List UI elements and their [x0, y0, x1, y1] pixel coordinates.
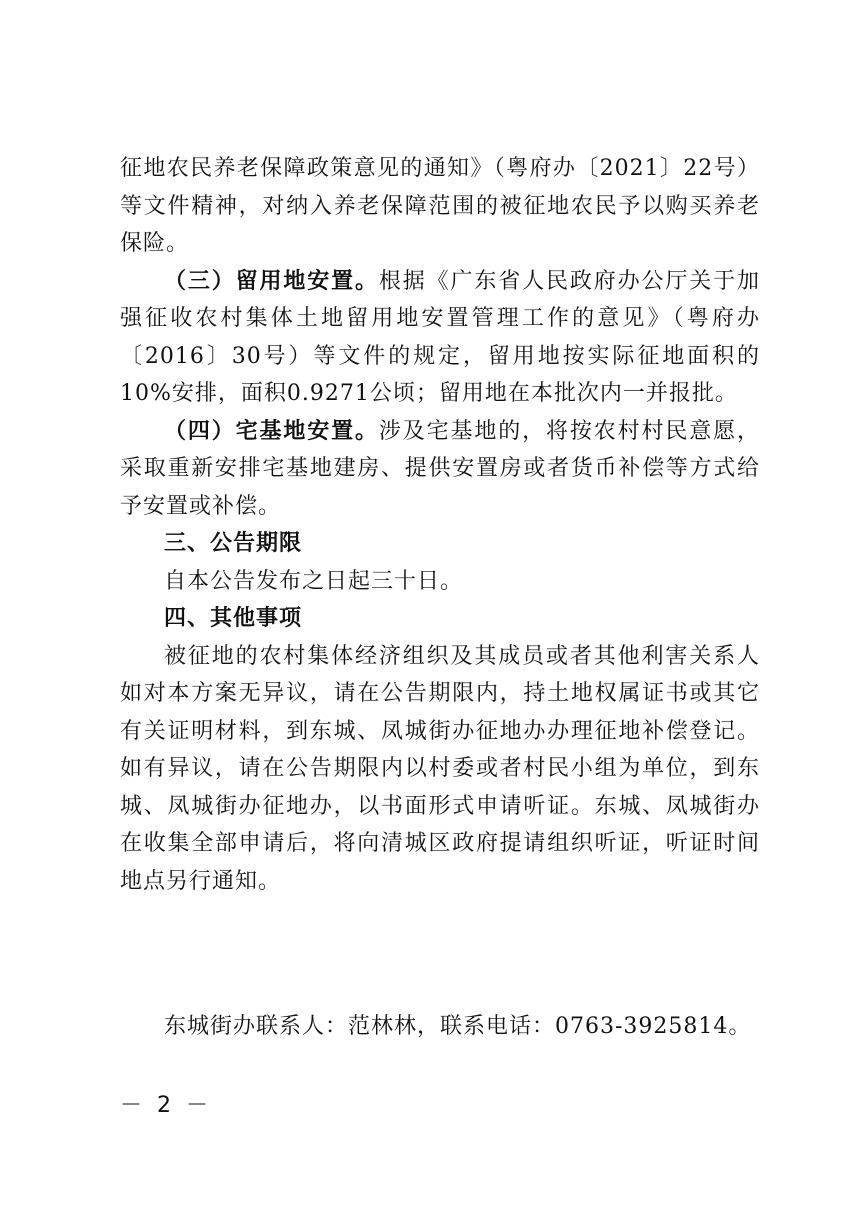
paragraph-reserved-land: [120, 263, 760, 413]
section-heading-notice-period: 三、公告期限: [164, 531, 303, 556]
homestead-text: 涉及宅基地的，将按农村村民意愿，采取重新安排宅基地建房、提供安置房或者货币补偿等方式给予安置或补偿。: [120, 418, 760, 519]
page-number: － 2 －: [120, 1093, 212, 1118]
document-body: [120, 150, 760, 900]
reserved-land-text: 根据《广东省人民政府办公厅关于加强征收农村集体土地留用地安置管理工作的意见》（粤府办〔2016〕30号）等文件的规定，留用地按实际征地面积的10%安排，面积0.9271公顷；留用地在本批次内一并报批。: [120, 268, 760, 406]
section-heading-other-matters: 四、其他事项: [164, 606, 303, 631]
paragraph-homestead: [120, 413, 760, 526]
reserved-land-heading: （三）留用地安置。: [164, 268, 379, 294]
other-matters-text: 被征地的农村集体经济组织及其成员或者其他利害关系人如对本方案无异议，请在公告期限内，持土地权属证书或其它有关证明材料，到东城、凤城街办征地办办理征地补偿登记。如有异议，请在公告期限内以村委或者村民小组为单位，到东城、凤城街办征地办，以书面形式申请听证。东城、凤城街办在收集全部申请后，将向清城区政府提请组织听证，听证时间地点另行通知。: [120, 643, 760, 894]
homestead-heading: （四）宅基地安置。: [164, 418, 379, 444]
contact-line: 东城街办联系人：范林林，联系电话：0763-3925814。: [164, 1014, 752, 1039]
notice-period-text: 自本公告发布之日起三十日。: [164, 568, 464, 594]
continued-paragraph: 征地农民养老保障政策意见的通知》（粤府办〔2021〕22号）等文件精神，对纳入养老保障范围的被征地农民予以购买养老保险。: [120, 156, 760, 256]
